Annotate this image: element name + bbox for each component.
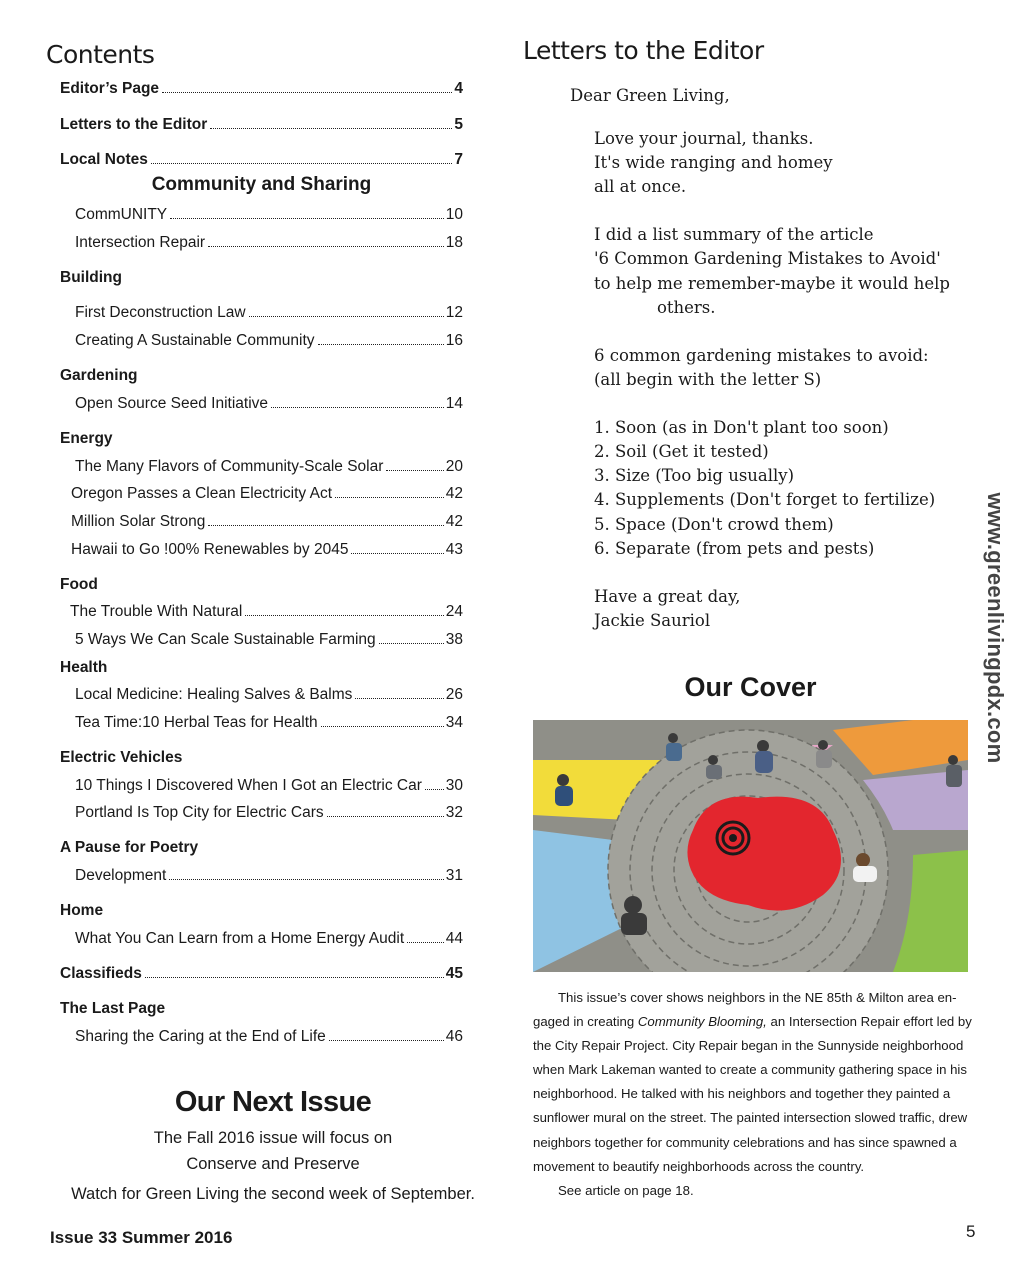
toc-entry [75,685,463,705]
cover-photo [533,720,968,972]
letter-body [594,127,950,633]
letter-blank-line [594,392,950,416]
toc-entry-page: 42 [445,485,463,502]
issue-label: Issue 33 Summer 2016 [50,1228,233,1247]
toc-entry-page: 12 [445,304,463,321]
letter-line: It's wide ranging and homey [594,153,833,173]
toc-entry-title: First Deconstruction Law [75,304,246,321]
section-heading-health: Health [60,659,108,676]
toc-entry [71,512,463,532]
toc-entry [75,803,463,823]
toc-entry [71,484,463,504]
letter-line: 1. Soon (as in Don't plant too soon) [594,418,889,438]
toc-entry-editors-page [60,79,463,99]
toc-entry-title: Local Medicine: Healing Salves & Balms [75,686,353,703]
letter-line: I did a list summary of the article [594,225,874,245]
toc-entry-page: 32 [445,804,463,821]
toc-entry-title: Sharing the Caring at the End of Life [75,1028,326,1045]
toc-entry-page: 38 [445,631,463,648]
toc-entry-page: 43 [445,541,463,558]
letter-blank-line [594,561,950,585]
letter-line: to help me remember-maybe it would help [594,273,950,293]
toc-entry-page: 45 [445,965,463,982]
toc-entry-title: Local Notes [60,151,148,168]
letter-line: all at once. [594,177,687,197]
toc-entry-page: 10 [445,206,463,223]
toc-entry [75,205,463,225]
toc-entry-letters [60,115,463,135]
section-heading-home: Home [60,902,104,919]
website-url: www.greenlivingpdx.com [983,492,1008,764]
toc-entry-title: CommUNITY [75,206,168,223]
toc-entry-page: 34 [445,714,463,731]
toc-entry-title: Intersection Repair [75,234,206,251]
toc-entry-title: Development [75,867,167,884]
toc-entry [75,866,463,886]
toc-entry [70,602,463,622]
page-number: 5 [966,1222,976,1241]
caption-italic-title: Community Blooming, [637,1014,767,1030]
toc-entry-title: Million Solar Strong [71,513,206,530]
letter-line: Love your journal, thanks. [594,129,814,148]
toc-entry-page: 24 [445,603,463,620]
toc-entry-page: 4 [454,80,463,97]
letter-line: 6. Separate (from pets and pests) [594,538,875,558]
toc-entry-title: Open Source Seed Initiative [75,395,269,412]
letter-line: '6 Common Gardening Mistakes to Avoid' [594,249,941,269]
letter-blank-line [594,320,950,344]
section-heading-energy: Energy [60,430,113,447]
toc-entry-page: 30 [445,777,463,794]
letter-line: 5. Space (Don't crowd them) [594,514,834,534]
letter-line: others. [594,297,716,317]
toc-entry-title: Letters to the Editor [60,116,208,133]
toc-entry [75,713,463,733]
cover-caption-paragraph: This issue’s cover shows neighbors in the NE 85th & Milton area en-gaged in creating Community Blooming, an Intersection Repair effort led by the City Repair Project. City Repair began in the Sunnyside neighborhood when Mark Lakeman wanted to create a community gathering space in his neighborhood. He talked with his neighbors and together they painted a sunflower mural on the street. The painted intersection slowed traffic, drew neighbors together for community celebrations and has since spawned a movement to beautify neighborhoods across the country. [533,990,972,1174]
letters-title: Letters to the Editor [523,36,764,65]
toc-entry-title: Creating A Sustainable Community [75,332,315,349]
letter-salutation: Dear Green Living, [570,86,730,105]
toc-entry [75,929,463,949]
toc-entry [75,303,463,323]
letter-line: Jackie Sauriol [594,610,711,630]
letter-line: 3. Size (Too big usually) [594,466,795,486]
section-heading-community: Community and Sharing [151,174,372,195]
cover-title: Our Cover [684,672,817,702]
toc-entry-local-notes [60,150,463,170]
toc-entry [75,1027,463,1047]
toc-entry-page: 5 [454,116,463,133]
toc-entry-page: 16 [445,332,463,349]
toc-entry-page: 46 [445,1028,463,1045]
section-heading-poetry: A Pause for Poetry [60,839,199,856]
toc-entry [75,394,463,414]
next-issue-line: The Fall 2016 issue will focus on [153,1129,393,1147]
toc-entry-page: 20 [445,458,463,475]
toc-entry [75,776,463,796]
letter-blank-line [594,199,950,223]
toc-entry-title: 5 Ways We Can Scale Sustainable Farming [75,631,376,648]
toc-entry [75,233,463,253]
next-issue-title: Our Next Issue [174,1086,372,1118]
toc-entry-title: Tea Time:10 Herbal Teas for Health [75,714,318,731]
section-heading-building: Building [60,269,122,286]
toc-entry-page: 18 [445,234,463,251]
toc-entry [75,630,463,650]
toc-entry [75,331,463,351]
next-issue-line: Watch for Green Living the second week of September. [71,1185,475,1203]
toc-entry-title: The Many Flavors of Community-Scale Solar [75,458,384,475]
toc-entry-title: The Trouble With Natural [70,603,243,620]
toc-entry-title: What You Can Learn from a Home Energy Audit [75,930,405,947]
letter-line: 4. Supplements (Don't forget to fertilize) [594,490,936,510]
section-heading-gardening: Gardening [60,367,138,384]
toc-entry-title: Editor’s Page [60,80,160,97]
section-heading-last-page: The Last Page [60,1000,166,1017]
toc-entry-page: 14 [445,395,463,412]
toc-entry-title: 10 Things I Discovered When I Got an Electric Car [75,777,422,794]
toc-entry-page: 7 [454,151,463,168]
contents-title: Contents [46,40,155,69]
toc-entry-page: 26 [445,686,463,703]
toc-entry-classifieds [60,964,463,984]
toc-entry-title: Hawaii to Go !00% Renewables by 2045 [71,541,349,558]
toc-entry [75,457,463,477]
toc-entry [71,540,463,560]
letter-line: Have a great day, [594,586,741,606]
cover-caption-see-article: See article on page 18. [558,1182,694,1198]
toc-entry-page: 44 [445,930,463,947]
letter-line: 6 common gardening mistakes to avoid: [594,345,929,365]
letter-line: 2. Soil (Get it tested) [594,442,769,462]
section-heading-electric-vehicles: Electric Vehicles [60,749,183,766]
cover-caption [533,986,973,1203]
letter-line: (all begin with the letter S) [594,369,822,389]
toc-entry-page: 31 [445,867,463,884]
toc-entry-title: Classifieds [60,965,142,982]
toc-entry-page: 42 [445,513,463,530]
next-issue-line: Conserve and Preserve [186,1155,360,1173]
section-heading-food: Food [60,576,98,593]
toc-entry-title: Oregon Passes a Clean Electricity Act [71,485,333,502]
toc-entry-title: Portland Is Top City for Electric Cars [75,804,324,821]
